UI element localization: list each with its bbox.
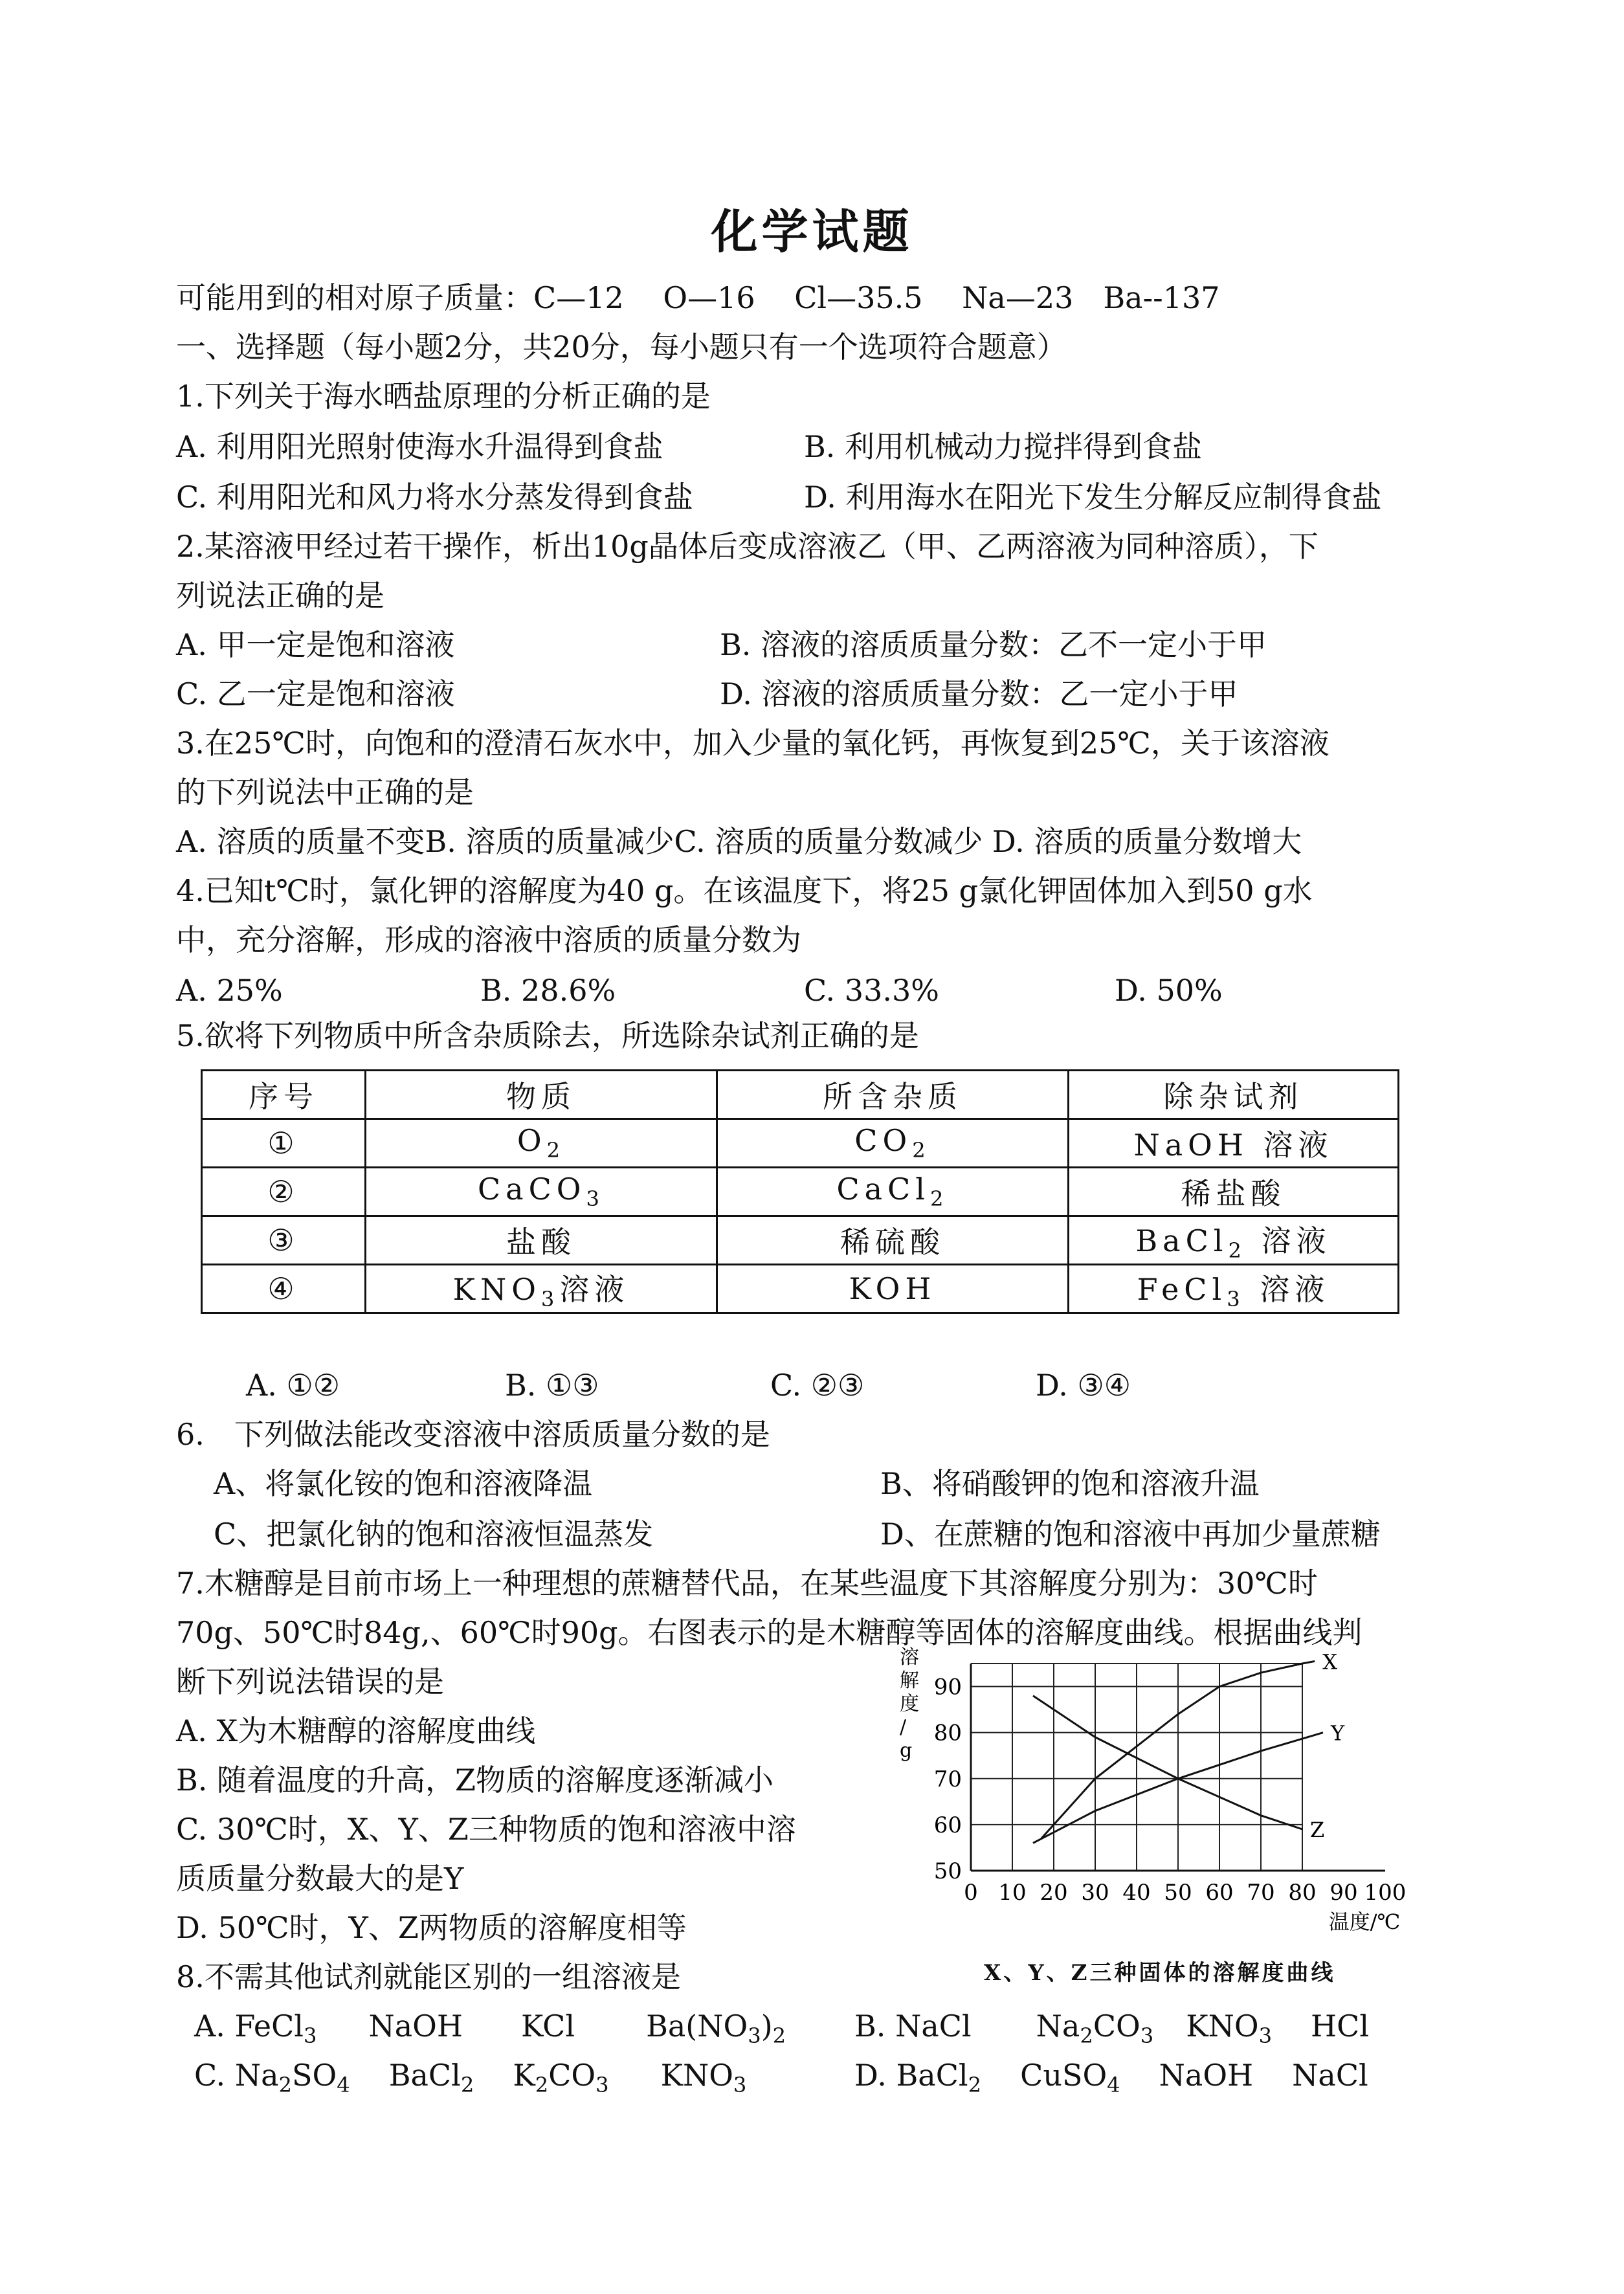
- q4-option-b: B. 28.6%: [480, 973, 616, 1008]
- q7-option-a: A. X为木糖醇的溶解度曲线: [176, 1713, 536, 1748]
- table-row: [202, 1168, 1399, 1216]
- solubility-chart: [893, 1638, 1476, 1961]
- q1-option-c: C. 利用阳光和风力将水分蒸发得到食盐: [176, 480, 693, 515]
- series-line-z: [1033, 1696, 1302, 1829]
- x-tick-label: 30: [1081, 1880, 1109, 1906]
- q7-stem-cont: 70g、50℃时84g,、60℃时90g。右图表示的是木糖醇等固体的溶解度曲线。根据曲线判: [176, 1615, 1363, 1650]
- q4-stem: 4.已知t℃时，氯化钾的溶解度为40 g。在该温度下，将25 g氯化钾固体加入到50 g水: [176, 873, 1313, 908]
- series-label-y: Y: [1331, 1720, 1345, 1746]
- y-axis-label: /: [900, 1716, 907, 1739]
- table-cell: NaOH 溶液: [1069, 1119, 1399, 1168]
- q4-option-a: A. 25%: [176, 973, 283, 1008]
- x-tick-label: 0: [964, 1880, 978, 1906]
- x-tick-label: 60: [1205, 1880, 1234, 1906]
- q7-option-d: D. 50℃时，Y、Z两物质的溶解度相等: [176, 1910, 687, 1945]
- q4-stem-cont: 中，充分溶解，形成的溶液中溶质的质量分数为: [176, 922, 801, 957]
- x-tick-label: 100: [1364, 1880, 1407, 1906]
- table-cell: CaCl$_2$: [717, 1168, 1069, 1216]
- page-title: 化学试题: [711, 204, 913, 259]
- impurity-table: [201, 1069, 1399, 1314]
- q5-option-d: D. ③④: [1036, 1368, 1131, 1403]
- q7-stem: 7.木糖醇是目前市场上一种理想的蔗糖替代品，在某些温度下其溶解度分别为：30℃时: [176, 1566, 1318, 1601]
- x-tick-label: 10: [998, 1880, 1027, 1906]
- y-tick-label: 70: [933, 1766, 962, 1792]
- series-label-z: Z: [1310, 1818, 1325, 1842]
- table-cell: $CO_2$: [717, 1119, 1069, 1168]
- table-cell: CaCO$_3$: [366, 1168, 717, 1216]
- table-header: 物质: [366, 1071, 717, 1119]
- y-tick-label: 80: [933, 1720, 962, 1746]
- q2-option-d: D. 溶液的溶质质量分数：乙一定小于甲: [720, 676, 1238, 711]
- q7-stem-cont2: 断下列说法错误的是: [176, 1664, 444, 1699]
- q5-option-c: C. ②③: [770, 1368, 865, 1403]
- q5-stem: 5.欲将下列物质中所含杂质除去，所选除杂试剂正确的是: [176, 1018, 919, 1053]
- y-tick-label: 50: [933, 1858, 962, 1884]
- x-tick-label: 20: [1040, 1880, 1068, 1906]
- q3-stem-cont: 的下列说法中正确的是: [176, 775, 474, 810]
- x-tick-label: 90: [1329, 1880, 1358, 1906]
- y-axis-label: 解: [900, 1669, 919, 1692]
- table-cell: ②: [202, 1168, 366, 1216]
- q2-option-c: C. 乙一定是饱和溶液: [176, 676, 455, 711]
- q6-option-c: C、把氯化钠的饱和溶液恒温蒸发: [214, 1517, 654, 1552]
- x-tick-label: 50: [1164, 1880, 1192, 1906]
- table-cell: ①: [202, 1119, 366, 1168]
- table-cell: ④: [202, 1265, 366, 1313]
- table-cell: 稀硫酸: [717, 1216, 1069, 1265]
- x-axis-label: 温度/℃: [1328, 1910, 1401, 1934]
- q1-option-a: A. 利用阳光照射使海水升温得到食盐: [176, 429, 663, 464]
- q3-options: A. 溶质的质量不变B. 溶质的质量减少C. 溶质的质量分数减少 D. 溶质的质量分数增大: [176, 824, 1302, 859]
- table-cell: FeCl$_3$ 溶液: [1069, 1265, 1399, 1313]
- q2-option-b: B. 溶液的溶质质量分数：乙不一定小于甲: [720, 627, 1267, 662]
- table-header: 所含杂质: [717, 1071, 1069, 1119]
- q3-stem: 3.在25℃时，向饱和的澄清石灰水中，加入少量的氧化钙，再恢复到25℃，关于该溶液: [176, 726, 1329, 761]
- q4-option-c: C. 33.3%: [804, 973, 939, 1008]
- q8-option-c: C. $Na_2SO_4$ BaCl$_2$ $K_2CO_3$ $KNO_3$: [194, 2058, 747, 2098]
- q5-option-b: B. ①③: [505, 1368, 599, 1403]
- y-axis-label: 度: [900, 1693, 919, 1715]
- q7-option-c: C. 30℃时，X、Y、Z三种物质的饱和溶液中溶: [176, 1812, 796, 1847]
- q6-stem: 6. 下列做法能改变溶液中溶质质量分数的是: [176, 1417, 770, 1452]
- q8-option-a: A. FeCl$_3$ NaOH KCl $Ba(NO_3)_2$: [194, 2009, 786, 2049]
- x-tick-label: 40: [1122, 1880, 1151, 1906]
- table-row: [202, 1119, 1399, 1168]
- table-header: 序号: [202, 1071, 366, 1119]
- q7-option-b: B. 随着温度的升高，Z物质的溶解度逐渐减小: [176, 1763, 774, 1798]
- y-tick-label: 90: [933, 1674, 962, 1700]
- q8-option-d: D. BaCl$_2$ CuSO$_4$ NaOH NaCl: [854, 2058, 1368, 2098]
- table-cell: KOH: [717, 1265, 1069, 1313]
- y-tick-label: 60: [933, 1812, 962, 1838]
- q2-stem: 2.某溶液甲经过若干操作，析出10g晶体后变成溶液乙（甲、乙两溶液为同种溶质），下: [176, 529, 1318, 564]
- q8-option-b: B. NaCl $Na_2CO_3$ $KNO_3$ HCl: [854, 2009, 1370, 2049]
- q1-stem: 1.下列关于海水晒盐原理的分析正确的是: [176, 379, 711, 414]
- q2-option-a: A. 甲一定是饱和溶液: [176, 627, 455, 662]
- table-header: 除杂试剂: [1069, 1071, 1399, 1119]
- y-axis-label: 溶: [900, 1646, 919, 1669]
- y-axis-label: g: [900, 1739, 913, 1762]
- table-row: [202, 1216, 1399, 1265]
- table-cell: 盐酸: [366, 1216, 717, 1265]
- q6-option-a: A、将氯化铵的饱和溶液降温: [214, 1466, 593, 1501]
- atomic-masses: 可能用到的相对原子质量：C—12 O—16 Cl—35.5 Na—23 Ba--137: [176, 280, 1220, 315]
- table-cell: 稀盐酸: [1069, 1168, 1399, 1216]
- q8-stem: 8.不需其他试剂就能区别的一组溶液是: [176, 1959, 681, 1994]
- q1-option-b: B. 利用机械动力搅拌得到食盐: [804, 429, 1203, 464]
- q6-option-d: D、在蔗糖的饱和溶液中再加少量蔗糖: [880, 1517, 1381, 1552]
- x-tick-label: 80: [1288, 1880, 1317, 1906]
- q2-stem-cont: 列说法正确的是: [176, 578, 384, 613]
- q1-option-d: D. 利用海水在阳光下发生分解反应制得食盐: [804, 480, 1382, 515]
- q6-option-b: B、将硝酸钾的饱和溶液升温: [880, 1466, 1260, 1501]
- table-header-row: [202, 1071, 1399, 1119]
- table-row: [202, 1265, 1399, 1313]
- table-cell: $O_2$: [366, 1119, 717, 1168]
- q4-option-d: D. 50%: [1115, 973, 1223, 1008]
- x-tick-label: 70: [1247, 1880, 1275, 1906]
- q7-option-c-cont: 质质量分数最大的是Y: [176, 1861, 464, 1896]
- q5-option-a: A. ①②: [246, 1368, 340, 1403]
- table-cell: ③: [202, 1216, 366, 1265]
- series-label-x: X: [1322, 1649, 1337, 1675]
- table-cell: $KNO_3$溶液: [366, 1265, 717, 1313]
- chart-caption: X、Y、Z三种固体的溶解度曲线: [984, 1960, 1336, 1986]
- section-heading: 一、选择题（每小题2分，共20分，每小题只有一个选项符合题意）: [176, 329, 1067, 364]
- table-cell: BaCl$_2$ 溶液: [1069, 1216, 1399, 1265]
